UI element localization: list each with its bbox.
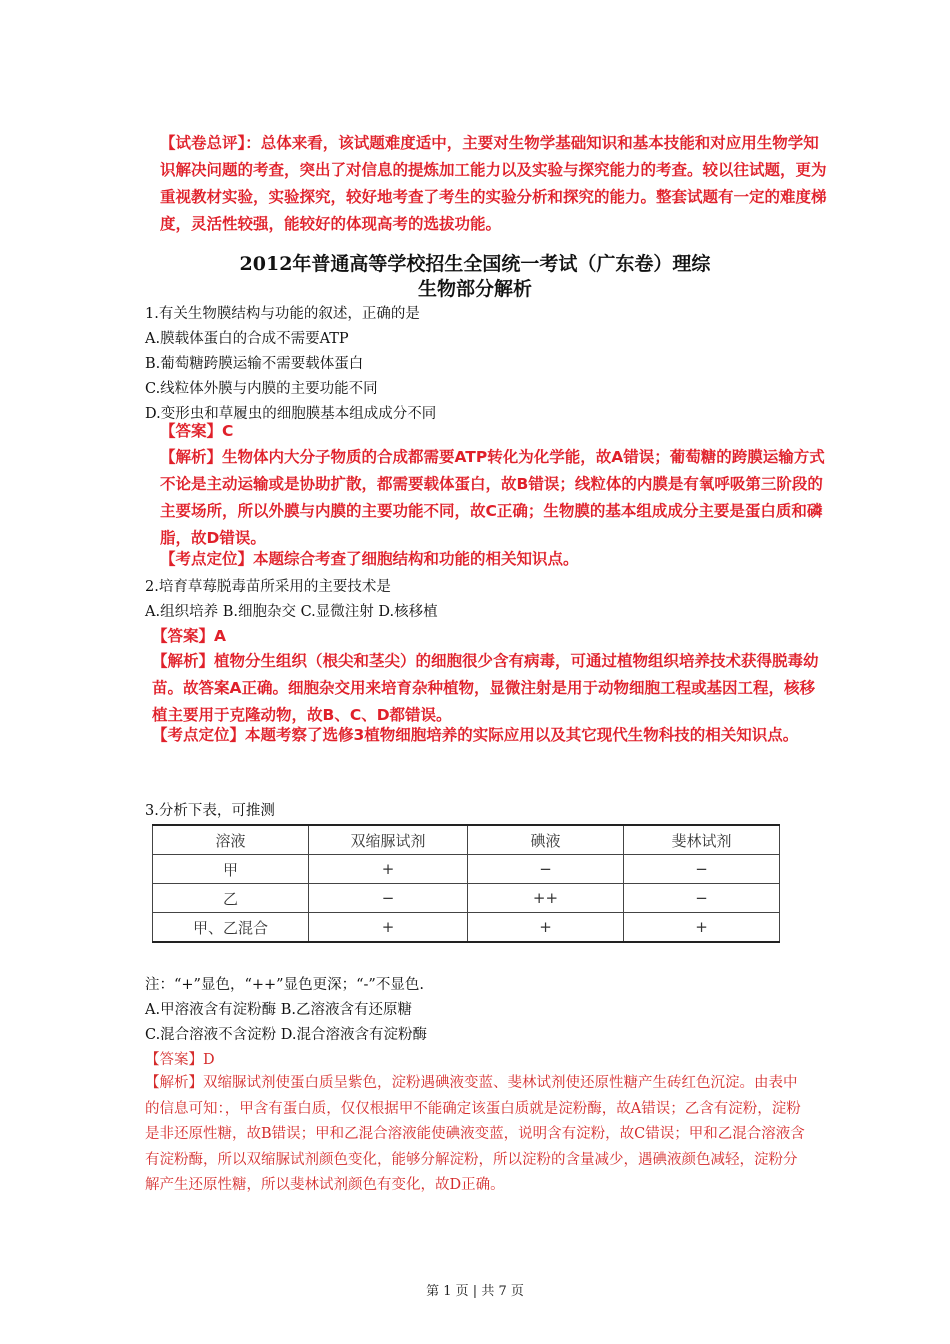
q3-stem: 3.分析下表，可推测 [145,803,275,819]
q3-options-cd: C.混合溶液不含淀粉 D.混合溶液含有淀粉酶 [145,1027,428,1043]
q1-option-d: D.变形虫和草履虫的细胞膜基本组成成分不同 [145,406,437,422]
table-cell: 甲 [153,855,309,884]
q2-point: 【考点定位】本题考察了选修3植物细胞培养的实际应用以及其它现代生物科技的相关知识点。 [152,726,799,744]
table-cell: − [468,855,624,884]
table-cell: + [624,913,780,943]
table-row [153,913,780,943]
table-header: 碘液 [468,825,624,855]
table-row [153,884,780,913]
q1-analysis: 【解析】生物体内大分子物质的合成都需要ATP转化为化学能，故A错误；葡萄糖的跨膜运输方式不论是主动运输或是协助扩散，都需要载体蛋白，故B错误；线粒体的内膜是有氧呼吸第三阶段的主要场所，所以外膜与内膜的主要功能不同，故C正确；生物膜的基本组成成分主要是蛋白质和磷脂，故D错误。 [160,448,825,547]
page-subtitle: 生物部分解析 [417,278,532,300]
table-cell: + [309,913,468,943]
q3-options-ab: A.甲溶液含有淀粉酶 B.乙溶液含有还原糖 [145,1002,412,1018]
q3-analysis: 【解析】双缩脲试剂使蛋白质呈紫色，淀粉遇碘液变蓝、斐林试剂使还原性糖产生砖红色沉淀。由表中的信息可知：，甲含有蛋白质，仅仅根据甲不能确定该蛋白质就是淀粉酶，故A错误；乙含有淀粉，淀粉是非还原性糖，故B错误；甲和乙混合溶液能使碘液变蓝，说明含有淀粉，故C错误；甲和乙混合溶液含有淀粉酶，所以双缩脲试剂颜色变化，能够分解淀粉，所以淀粉的含量减少，遇碘液颜色减轻，淀粉分解产生还原性糖，所以斐林试剂颜色有变化，故D正确。 [145,1075,805,1193]
q1-option-b: B.葡萄糖跨膜运输不需要载体蛋白 [145,356,364,372]
table-cell: + [309,855,468,884]
table-cell: 甲、乙混合 [153,913,309,943]
q1-option-c: C.线粒体外膜与内膜的主要功能不同 [145,381,378,397]
q2-stem: 2.培育草莓脱毒苗所采用的主要技术是 [145,579,391,595]
table-row [153,855,780,884]
q3-answer: 【答案】D [145,1052,215,1068]
table-cell: − [309,884,468,913]
table-cell: − [624,855,780,884]
table-cell: + [468,913,624,943]
q1-point: 【考点定位】本题综合考查了细胞结构和功能的相关知识点。 [160,550,579,568]
table-cell: ++ [468,884,624,913]
table-header-row [153,825,780,855]
page-footer: 第 1 页 | 共 7 页 [426,1284,524,1299]
table-header: 斐林试剂 [624,825,780,855]
table-cell: 乙 [153,884,309,913]
q3-note: 注：“+”显色，“++”显色更深；“-”不显色. [145,977,424,993]
q2-answer: 【答案】A [152,627,226,645]
q1-answer: 【答案】C [160,422,234,440]
q2-options: A.组织培养 B.细胞杂交 C.显微注射 D.核移植 [145,604,438,620]
table-header: 溶液 [153,825,309,855]
reagent-table [152,824,780,943]
q2-analysis: 【解析】植物分生组织（根尖和茎尖）的细胞很少含有病毒，可通过植物组织培养技术获得脱毒幼苗。故答案A正确。细胞杂交用来培育杂种植物，显微注射是用于动物细胞工程或基因工程，核移植主要用于克隆动物，故B、C、D都错误。 [152,652,819,724]
q1-stem: 1.有关生物膜结构与功能的叙述，正确的是 [145,306,420,322]
table-header: 双缩脲试剂 [309,825,468,855]
page-title: 2012年普通高等学校招生全国统一考试（广东卷）理综 [239,253,711,275]
exam-summary: 【试卷总评】：总体来看，该试题难度适中，主要对生物学基础知识和基本技能和对应用生物学知识解决问题的考查，突出了对信息的提炼加工能力以及实验与探究能力的考查。较以往试题，更为重视教材实验，实验探究，较好地考查了考生的实验分析和探究的能力。整套试题有一定的难度梯度，灵活性较强，能较好的体现高考的选拔功能。 [160,134,827,233]
q1-option-a: A.膜载体蛋白的合成不需要ATP [145,331,349,347]
table-cell: − [624,884,780,913]
